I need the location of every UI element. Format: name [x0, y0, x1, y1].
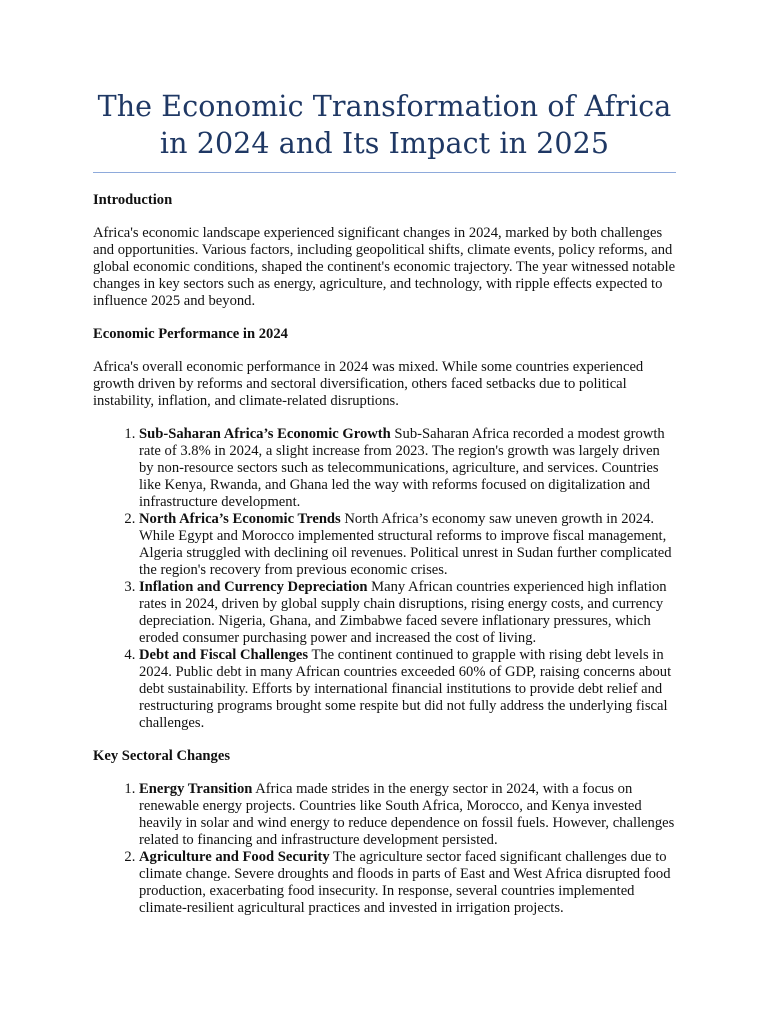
economic-performance-list [93, 426, 676, 732]
list-item-title: Sub-Saharan Africa’s Economic Growth [139, 426, 391, 442]
title-underline [93, 172, 676, 173]
list-item-text: Many African countries experienced high inflation rates in 2024, driven by global supply chain disruptions, rising energy costs, and currency depreciation. Nigeria, Ghana, and Zimbabwe faced severe inflationary pressures, which eroded consumer purchasing power and increased the cost of living. [139, 579, 667, 646]
list-item-text: Sub-Saharan Africa recorded a modest growth rate of 3.8% in 2024, a slight increase from 2023. The region's growth was largely driven by non-resource sectors such as telecommunications, agriculture, and services. Countries like Kenya, Rwanda, and Ghana led the way with reforms focused on digitalization and infrastructure development. [139, 426, 665, 510]
list-item [139, 781, 676, 849]
list-item [139, 647, 676, 732]
list-item [139, 579, 676, 647]
introduction-paragraph: Africa's economic landscape experienced significant changes in 2024, marked by both challenges and opportunities. Various factors, including geopolitical shifts, climate events, policy reforms, and global economic conditions, shaped the continent's economic trajectory. The year witnessed notable changes in key sectors such as energy, agriculture, and technology, with ripple effects expected to influence 2025 and beyond. [93, 225, 676, 309]
key-sectoral-changes-heading: Key Sectoral Changes [93, 748, 231, 764]
list-item-text: The continent continued to grapple with rising debt levels in 2024. Public debt in many African countries exceeded 60% of GDP, raising concerns about debt sustainability. Efforts by international financial institutions to provide debt relief and restructuring programs brought some respite but did not fully address the underlying fiscal challenges. [139, 647, 672, 731]
key-sectoral-changes-list [93, 781, 676, 917]
title-line-1: The Economic Transformation of Africa [97, 90, 672, 123]
list-item-title: North Africa’s Economic Trends [139, 511, 341, 527]
list-item [139, 426, 676, 511]
list-item-text: North Africa’s economy saw uneven growth in 2024. While Egypt and Morocco implemented structural reforms to improve fiscal management, Algeria struggled with declining oil revenues. Political unrest in Sudan further complicated the region's recovery from previous economic crises. [139, 511, 672, 578]
list-item-text: Africa made strides in the energy sector in 2024, with a focus on renewable energy projects. Countries like South Africa, Morocco, and Kenya invested heavily in solar and wind energy to reduce dependence on fossil fuels. However, challenges related to financing and infrastructure development persisted. [139, 781, 675, 848]
document-title [93, 88, 676, 162]
introduction-heading: Introduction [93, 192, 173, 208]
list-item-title: Agriculture and Food Security [139, 849, 330, 865]
list-item [139, 511, 676, 579]
title-line-2: in 2024 and Its Impact in 2025 [159, 127, 610, 160]
list-item-title: Inflation and Currency Depreciation [139, 579, 368, 595]
economic-performance-heading: Economic Performance in 2024 [93, 326, 288, 342]
list-item [139, 849, 676, 917]
list-item-title: Energy Transition [139, 781, 253, 797]
list-item-title: Debt and Fiscal Challenges [139, 647, 309, 663]
list-item-text: The agriculture sector faced significant challenges due to climate change. Severe droughts and floods in parts of East and West Africa disrupted food production, exacerbating food insecurity. In response, several countries implemented climate-resilient agricultural practices and invested in irrigation projects. [139, 849, 671, 916]
economic-performance-paragraph: Africa's overall economic performance in 2024 was mixed. While some countries experienced growth driven by reforms and sectoral diversification, others faced setbacks due to political instability, inflation, and climate-related disruptions. [93, 359, 644, 409]
